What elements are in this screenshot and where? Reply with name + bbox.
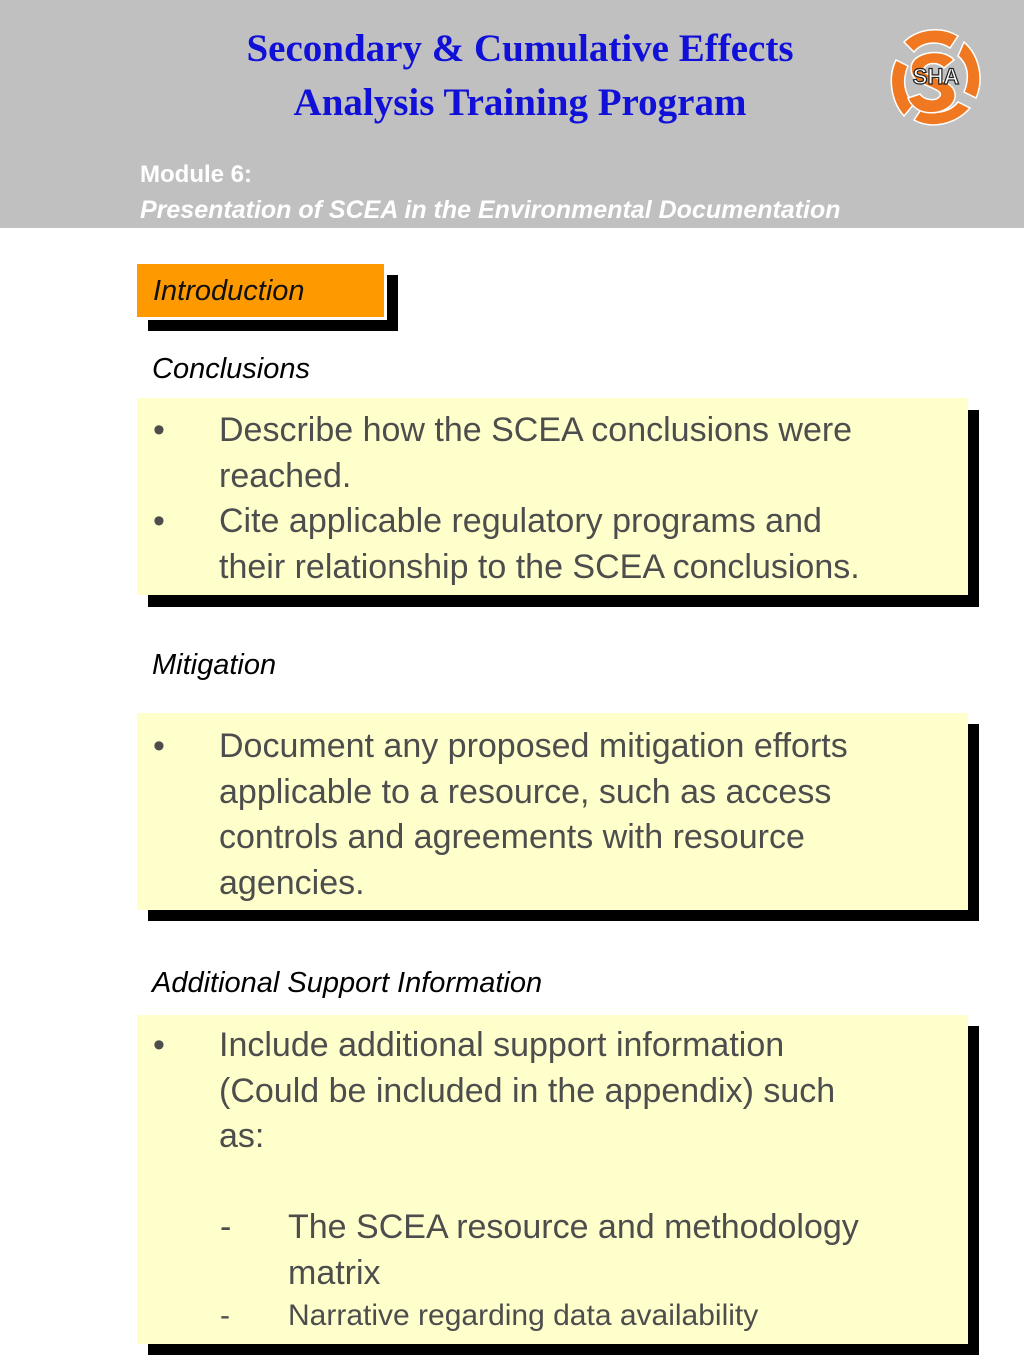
sha-logo-icon [884, 20, 988, 140]
bullet-line: reached. [219, 456, 352, 495]
conclusions-heading: Conclusions [152, 353, 310, 385]
additional-support-heading: Additional Support Information [152, 967, 543, 999]
bullet-mark: • [153, 727, 165, 765]
bullet-line: as: [219, 1117, 265, 1155]
mitigation-heading: Mitigation [152, 649, 277, 681]
section-tag [137, 264, 387, 320]
bullet-line: Describe how the SCEA conclusions were [219, 411, 853, 449]
bullet-line: applicable to a resource, such as access [219, 772, 832, 811]
bullet-line: Include additional support information [219, 1026, 785, 1064]
module-label: Module 6: [140, 161, 252, 188]
sha-logo [884, 20, 988, 140]
sub-item-line: Narrative regarding data availability [288, 1299, 759, 1332]
bullet-mark: • [153, 411, 165, 449]
dash-mark: - [220, 1299, 230, 1332]
dash-mark: - [220, 1208, 232, 1246]
bullet-line: Document any proposed mitigation efforts [219, 727, 848, 765]
bullet-mark: • [153, 502, 165, 540]
sub-item-line: The SCEA resource and methodology [288, 1208, 859, 1246]
section-tag-label: Introduction [153, 275, 305, 307]
title-line-2: Analysis Training Program [293, 81, 747, 124]
title-line-1: Secondary & Cumulative Effects [246, 27, 794, 70]
bullet-line: (Could be included in the appendix) such [219, 1071, 836, 1110]
bullet-mark: • [153, 1026, 165, 1064]
bullet-line: controls and agreements with resource [219, 818, 805, 856]
logo-text: SHA [912, 64, 960, 89]
bullet-line: their relationship to the SCEA conclusions. [219, 547, 860, 586]
bullet-line: agencies. [219, 863, 365, 902]
module-subtitle: Presentation of SCEA in the Environmental Documentation [140, 196, 841, 224]
sub-item-line: matrix [288, 1253, 381, 1292]
bullet-line: Cite applicable regulatory programs and [219, 502, 822, 540]
page-title [150, 22, 890, 130]
